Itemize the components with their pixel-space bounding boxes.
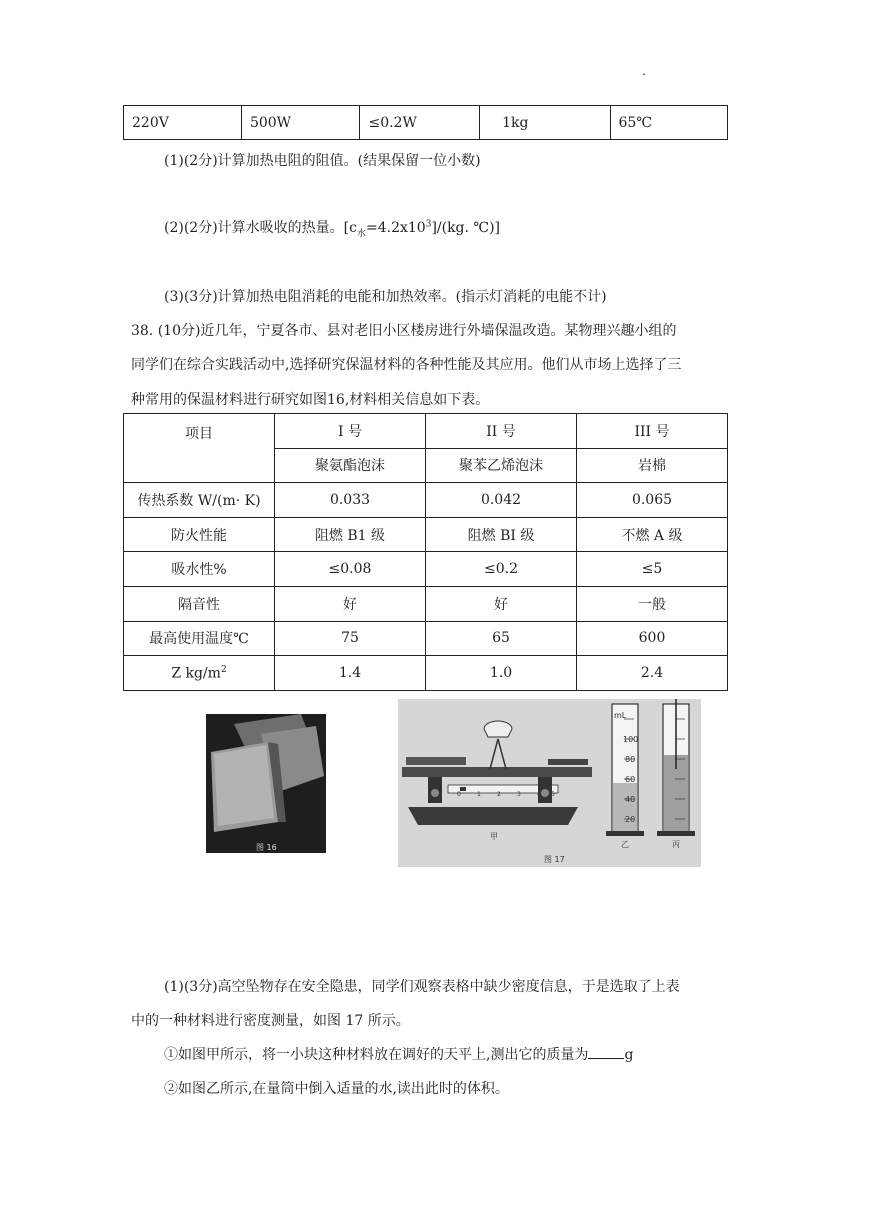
cylinder-tick: 20 [625, 815, 636, 824]
table-cell: 75 [275, 621, 426, 656]
q37-part2-prefix: (2)(2分)计算水吸收的热量。[c [164, 220, 357, 236]
cylinder-unit-label: mL [614, 711, 627, 720]
figure-16-caption: 图 16 [256, 843, 277, 852]
spec-voltage: 220V [124, 106, 242, 140]
table-cell: 阻燃 BI 级 [426, 517, 577, 552]
q37-part2-suffix: ]/(kg. ℃)] [431, 220, 501, 236]
row-label-sup: 2 [220, 664, 227, 675]
table-row [124, 552, 728, 587]
table-row [124, 517, 728, 552]
column-header: III 号 [576, 414, 727, 449]
row-label: 最高使用温度℃ [124, 621, 275, 656]
table-row [124, 483, 728, 518]
row-label-main: Z kg/m [171, 665, 221, 682]
row-label: 隔音性 [124, 586, 275, 621]
cylinder-tick: 60 [625, 775, 636, 784]
material-name: 聚苯乙烯泡沫 [426, 448, 577, 483]
figure-17-label-bing: 丙 [672, 840, 680, 849]
q38-step1 [164, 1044, 633, 1064]
figure-16-photo [206, 714, 326, 853]
row-label: 防火性能 [124, 517, 275, 552]
q38-intro-line2: 同学们在综合实践活动中,选择研究保温材料的各种性能及其应用。他们从市场上选择了三 [131, 357, 682, 373]
material-name: 岩棉 [576, 448, 727, 483]
q38-step1-text: ①如图甲所示，将一小块这种材料放在调好的天平上,测出它的质量为 [164, 1047, 589, 1063]
table-cell: 2.4 [576, 656, 727, 691]
cylinder-tick: 40 [625, 795, 636, 804]
figure-17-label-yi: 乙 [621, 840, 629, 849]
figure-17-caption: 图 17 [544, 855, 565, 864]
balance-and-cylinders-illustration [398, 699, 701, 867]
q37-part2 [164, 217, 500, 239]
q38-step1-unit: g [624, 1047, 634, 1063]
column-header: II 号 [426, 414, 577, 449]
cylinder-tick: 80 [625, 755, 636, 764]
table-row [124, 106, 728, 140]
scale-tick: 3 [517, 791, 521, 798]
table-cell: 1.0 [426, 656, 577, 691]
table-cell: 1.4 [275, 656, 426, 691]
scale-tick: 1 [477, 791, 481, 798]
header-mark: . [642, 64, 646, 78]
figure-17-photo [398, 699, 701, 867]
table-row [124, 656, 728, 691]
q38-step2: ②如图乙所示,在量筒中倒入适量的水,读出此时的体积。 [164, 1081, 509, 1097]
row-label: 传热系数 W/(m· K) [124, 483, 275, 518]
header-label: 项目 [124, 414, 275, 483]
table-cell: 65 [426, 621, 577, 656]
row-label: 吸水性% [124, 552, 275, 587]
scale-tick: 4 [537, 791, 541, 798]
q37-part3: (3)(3分)计算加热电阻消耗的电能和加热效率。(指示灯消耗的电能不计) [164, 289, 607, 305]
table-cell: 好 [275, 586, 426, 621]
row-label [124, 656, 275, 691]
table-row [124, 621, 728, 656]
q38-part1-line1: (1)(3分)高空坠物存在安全隐患，同学们观察表格中缺少密度信息，于是选取了上表 [164, 979, 680, 995]
table-cell: 阻燃 B1 级 [275, 517, 426, 552]
table-cell: ≤5 [576, 552, 727, 587]
table-cell: 好 [426, 586, 577, 621]
spec-indicator-power: ≤0.2W [360, 106, 480, 140]
q37-part2-sub: 水 [356, 228, 366, 239]
spec-table [123, 105, 728, 140]
table-cell: ≤0.08 [275, 552, 426, 587]
q38-intro-line1: 38. (10分)近几年，宁夏各市、县对老旧小区楼房进行外墙保温改造。某物理兴趣小组的 [131, 323, 677, 339]
material-table [123, 413, 728, 691]
table-cell: 0.042 [426, 483, 577, 518]
material-name: 聚氨酯泡沫 [275, 448, 426, 483]
q37-part2-sup: 3 [425, 219, 432, 230]
spec-temperature: 65℃ [610, 106, 727, 140]
scale-tick: 0 [457, 791, 461, 798]
table-cell: 一般 [576, 586, 727, 621]
scale-tick: 5 [551, 791, 555, 798]
table-row [124, 414, 728, 449]
q38-part1-line2: 中的一种材料进行密度测量，如图 17 所示。 [131, 1013, 410, 1029]
figure-17-label-jia: 甲 [490, 832, 498, 841]
foam-panels-illustration [206, 714, 326, 853]
table-cell: 不燃 A 级 [576, 517, 727, 552]
cylinder-tick: 100 [623, 735, 639, 744]
table-cell: 0.033 [275, 483, 426, 518]
table-cell: ≤0.2 [426, 552, 577, 587]
q37-part1: (1)(2分)计算加热电阻的阻值。(结果保留一位小数) [164, 153, 481, 169]
spec-mass: 1kg [480, 106, 610, 140]
q37-part2-mid: =4.2x10 [365, 220, 426, 236]
table-row [124, 586, 728, 621]
table-cell: 600 [576, 621, 727, 656]
column-header: I 号 [275, 414, 426, 449]
spec-power: 500W [241, 106, 360, 140]
table-cell: 0.065 [576, 483, 727, 518]
q38-intro-line3: 种常用的保温材料进行研究如图16,材料相关信息如下表。 [131, 392, 490, 408]
mass-answer-blank[interactable] [588, 1046, 624, 1059]
scale-tick: 2 [497, 791, 501, 798]
